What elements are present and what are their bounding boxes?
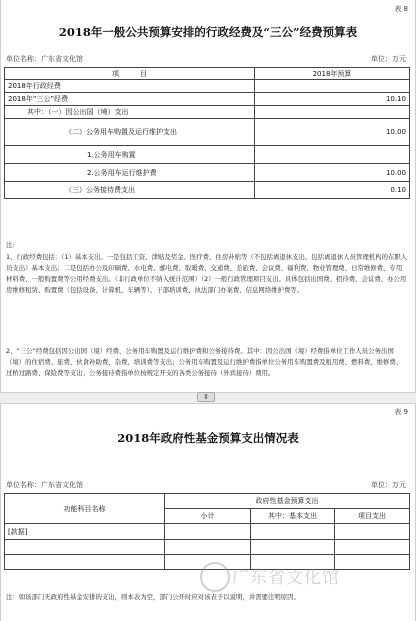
row-value <box>255 106 410 119</box>
table-row <box>5 119 410 146</box>
subheader-project: 项目支出 <box>335 509 410 524</box>
row-label <box>5 540 165 555</box>
row-value <box>251 524 335 540</box>
header-item: 项 目 <box>5 68 255 80</box>
row-label: （二）公务用车购置及运行维护支出 <box>5 119 255 146</box>
header-budget: 2018年预算 <box>255 68 410 80</box>
note-paragraph-2: 2、“三公”经费包括因公出国（境）经费、公务用车购置及运行维护费和公务接待费。其中：因公出国（境）经费指单位工作人员公务出国（境）的住宿费、旅费、伙食补助费、杂费、培训费等支出；公务用车购置及运行维护费指单位公务用车购置费及租用费、燃料费、维修费、过桥过路费、保险费等支出；公务接待费指单位按规定开支的各类公务接待（外宾接待）费用。 <box>6 347 403 377</box>
table-row <box>5 182 410 199</box>
row-value <box>251 540 335 555</box>
row-value <box>165 524 251 540</box>
row-value: 10.00 <box>255 164 410 182</box>
row-value <box>335 555 410 570</box>
table-row <box>5 164 410 182</box>
table-row <box>5 524 410 540</box>
row-label: 其中：（一）因公出国（境）支出 <box>5 106 255 119</box>
page-title: 2018年政府性基金预算支出情况表 <box>117 431 299 445</box>
table-row <box>5 93 410 106</box>
row-value <box>335 540 410 555</box>
subheader-basic: 其中：基本支出 <box>251 509 335 524</box>
row-label: （三）公务接待费支出 <box>5 182 255 199</box>
row-value: 0.10 <box>255 182 410 199</box>
watermark-text: 广东省文化馆 <box>232 568 340 588</box>
row-value: 10.10 <box>255 93 410 106</box>
header-function: 功能科目名称 <box>5 494 165 524</box>
expense-table <box>4 67 410 199</box>
watermark-logo-icon <box>200 562 230 592</box>
fund-table <box>4 493 410 570</box>
header-fund-group: 政府性基金预算支出 <box>165 494 410 509</box>
unit-name-label: 单位名称：广东省文化馆 <box>6 481 83 489</box>
unit-label: 单位：万元 <box>371 55 406 63</box>
row-value: 10.00 <box>255 119 410 146</box>
table-header-row <box>5 494 410 509</box>
row-value <box>255 80 410 93</box>
row-label <box>5 555 165 570</box>
note-paragraph-1: 1、行政经费包括：（1）基本支出。一是包括工资、津贴及奖金、医疗费、住房补贴等（不包括离退休支出、包括离退休人员管理机构的在职人员支出）基本支出；二是包括办公及印刷费、水电费、邮电费、取暖费、交通费、差旅费、会议费、福利费、物业管理费、日常维修费、专用材料费、一般购置费等公用经费支出。（非行政单位不纳入统计范围）（2）一般行政管理项目支出。具体包括出国费、招待费、会议费、办公用房维修租赁、购置费（包括设备、计算机、车辆等）、干部培训费、执法部门办案费、信息网络维护费等。 <box>6 253 408 294</box>
row-label: 1.公务用车购置 <box>5 146 255 164</box>
row-label: 2.公务用车运行维护费 <box>5 164 255 182</box>
table-row <box>5 146 410 164</box>
table-row <box>5 106 410 119</box>
fund-note: 注：如该部门无政府性基金安排的支出，则本表为空，部门公开时应对该表予以说明，并需要注明原因。 <box>6 593 300 601</box>
unit-label: 单位：万元 <box>371 481 406 489</box>
table-number: 表 9 <box>394 408 408 416</box>
up-down-arrows-icon[interactable]: ⇕ <box>197 392 215 402</box>
row-label: 2018年“三公”经费 <box>5 93 255 106</box>
row-value <box>165 540 251 555</box>
table-header-row <box>5 68 410 80</box>
row-value <box>335 524 410 540</box>
notes-label: 注: <box>6 241 15 249</box>
table-number: 表 8 <box>394 5 408 13</box>
table-row <box>5 80 410 93</box>
subheader-subtotal: 小计 <box>165 509 251 524</box>
page-title: 2018年一般公共预算安排的行政经费及“三公”经费预算表 <box>58 25 358 39</box>
row-label: [款据] <box>5 524 165 540</box>
table-row <box>5 540 410 555</box>
row-label: 2018年行政经费 <box>5 80 255 93</box>
row-value <box>255 146 410 164</box>
unit-name-label: 单位名称：广东省文化馆 <box>6 55 83 63</box>
